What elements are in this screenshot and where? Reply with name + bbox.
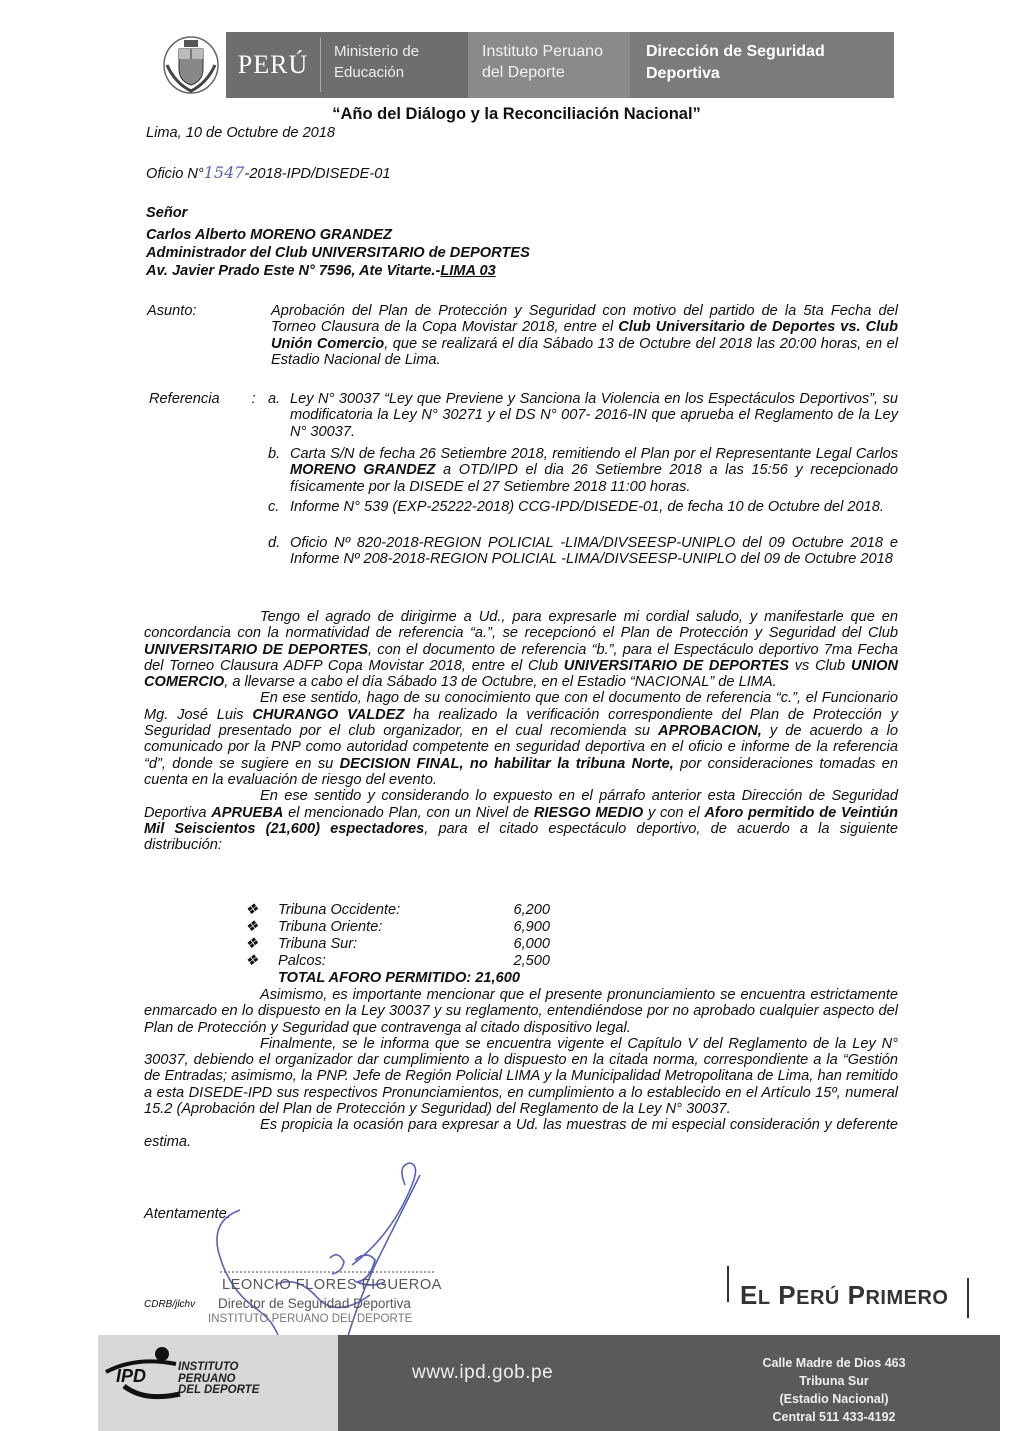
- referencia-item-b: [268, 446, 898, 495]
- p3-t4: , para el citado espectáculo deportivo, de acuerdo a la siguiente distribución:: [144, 820, 899, 854]
- ipd-name-line-1: INSTITUTO: [178, 1361, 239, 1373]
- header-divider: [320, 38, 321, 92]
- address-line-1: Calle Madre de Dios 463: [762, 1356, 906, 1370]
- footer-address: [734, 1354, 934, 1426]
- p1-b1: UNIVERSITARIO DE DEPORTES: [144, 641, 368, 658]
- slogan-cap-1: E: [740, 1280, 758, 1310]
- header-institute: [482, 41, 627, 83]
- oficio-number: [146, 165, 390, 183]
- paragraphs-closing: [144, 987, 898, 1150]
- directorate-line-2: Deportiva: [646, 65, 720, 82]
- p1-t4: , a llevarse a cabo el día Sábado 13 de Octubre, en el Estadio “NACIONAL” de LIMA.: [224, 674, 777, 691]
- p1-t2: , con el documento de referencia “b.”, para el Espectáculo deportivo 7ma Fecha del Torneo Clausura ADFP Copa Movistar 2018, entre el Club: [144, 641, 898, 674]
- p1-t1: Tengo el agrado de dirigirme a Ud., para expresarle mi cordial saludo, y manifestarle que en concordancia con la normatividad de referencia “a.”, se recepcionó el Plan de Protección y Seguridad del Club: [144, 609, 898, 642]
- recipient-position: Administrador del Club UNIVERSITARIO de DEPORTES: [146, 245, 530, 261]
- closing-salutation: Atentamente.: [144, 1206, 231, 1222]
- ref-b-bold: MORENO GRANDEZ: [290, 462, 436, 479]
- oficio-suffix: -2018-IPD/DISEDE-01: [244, 166, 391, 182]
- slogan-rest-2: ERÚ: [796, 1287, 840, 1309]
- p1-b2: UNIVERSITARIO DE DEPORTES: [563, 657, 789, 674]
- slogan-rest-1: L: [757, 1287, 771, 1309]
- distribution-total: [278, 970, 520, 987]
- letter-body: [144, 609, 898, 853]
- slogan-cap-2: P: [778, 1280, 797, 1310]
- diamond-bullet-icon: ❖: [245, 919, 259, 935]
- ref-letter-c: c.: [268, 499, 280, 515]
- ref-text-a: Ley N° 30037 “Ley que Previene y Sanciona la Violencia en los Espectáculos Deportivos”, su modificatoria la Ley N° 30271 y el DS N° 007- 2016-IN que aprueba el Reglamento de la Ley N° 30037.: [290, 391, 898, 440]
- date-line: Lima, 10 de Octubre de 2018: [146, 125, 336, 141]
- distribution-value: 6,000: [513, 936, 550, 952]
- recipient-address: [146, 263, 496, 280]
- ipd-name: [178, 1362, 259, 1397]
- oficio-handwritten-number: 1547: [203, 163, 245, 182]
- asunto-t2: , que se realizará el día Sábado 13 de Octubre del 2018 las 20:00 horas, en el Estadio Nacional de Lima.: [271, 335, 899, 368]
- referencia-item-a: [268, 391, 898, 440]
- paragraph-6: Es propicia la ocasión para expresar a Ud. las muestras de mi especial consideración y deferente estima.: [144, 1117, 898, 1150]
- address-line-3: (Estadio Nacional): [779, 1392, 889, 1406]
- paragraph-1: [144, 609, 898, 690]
- p2-b2: APROBACION,: [658, 723, 762, 740]
- paragraph-3: [144, 788, 898, 853]
- p3-b1: APRUEBA: [211, 804, 284, 821]
- distribution-label: Tribuna Oriente:: [278, 919, 383, 935]
- ref-letter-b: b.: [268, 446, 281, 462]
- header-directorate: [646, 41, 886, 85]
- ipd-logo-text: IPD: [116, 1366, 147, 1386]
- distribution-value: 2,500: [513, 953, 550, 969]
- ministry-line-2: Educación: [334, 64, 405, 81]
- asunto-t1: Aprobación del Plan de Protección y Seguridad con motivo del partido de la 5ta Fecha del Torneo Clausura de la Copa Movistar 2018, entre el: [271, 303, 898, 336]
- signatory-name: LEONCIO FLORES FIGUEROA: [222, 1277, 442, 1293]
- diamond-bullet-icon: ❖: [245, 902, 259, 918]
- diamond-bullet-icon: ❖: [245, 953, 259, 969]
- p3-b3: Aforo permitido de Veintiún Mil Seiscientos (21,600) espectadores: [144, 804, 899, 837]
- p3-t2: el mencionado Plan, con un Nivel de: [283, 804, 534, 821]
- ref-text-c: Informe N° 539 (EXP-25222-2018) CCG-IPD/DISEDE-01, de fecha 10 de Octubre del 2018.: [290, 499, 884, 515]
- distribution-total-label: TOTAL AFORO PERMITIDO:: [278, 970, 472, 986]
- distribution-total-value: 21,600: [475, 970, 520, 986]
- address-city: LIMA 03: [440, 263, 496, 279]
- referencia-label: [149, 391, 256, 408]
- paragraph-2: [144, 690, 898, 788]
- address-line-4: Central 511 433-4192: [772, 1410, 896, 1424]
- paragraph-5: Finalmente, se le informa que se encuentra vigente el Capítulo V del Reglamento de la Ley N° 30037, debiendo el organizador dar cumplimiento a lo dispuesto en la citada norma, correspondiente a la “Gestión de Entradas; asimismo, la PNP. Jefe de Región Policial LIMA y la Municipalidad Metropolitana de Lima, han remitido a esta DISEDE-IPD sus respectivos Pronunciamientos, en cumplimiento a lo establecido en el Artículo 15º, numeral 15.2 (Aprobación del Plan de Protección y Seguridad) del Reglamento de la Ley N° 30037.: [144, 1035, 898, 1118]
- referencia-item-d: [268, 535, 898, 568]
- header-peru-label: PERÚ: [237, 50, 309, 79]
- distribution-label: Tribuna Sur:: [278, 936, 358, 952]
- distribution-label: Palcos:: [278, 953, 326, 969]
- slogan-cap-3: P: [847, 1280, 866, 1310]
- referencia-item-c: [268, 499, 898, 515]
- distribution-value: 6,200: [513, 902, 550, 918]
- diamond-bullet-icon: ❖: [245, 936, 259, 952]
- paragraph-4: Asimismo, es importante mencionar que el presente pronunciamiento se encuentra estrictamente enmarcado en lo dispuesto en la Ley 30037 y su reglamento, entendiéndose por no aprobado cualquier aspecto del Plan de Protección y Seguridad que contravenga al citado dispositivo legal.: [144, 987, 898, 1036]
- ipd-name-line-2: PERUANO: [178, 1372, 236, 1385]
- institute-line-2: del Deporte: [482, 64, 565, 81]
- ref-letter-d: d.: [268, 535, 281, 551]
- asunto-clubs: Club Universitario de Deportes vs. Club Unión Comercio: [271, 319, 898, 352]
- recipient-name: Carlos Alberto MORENO GRANDEZ: [146, 227, 392, 243]
- p2-t1: En ese sentido, hago de su conocimiento que con el documento de referencia “c.”, el Funcionario Mg. José Luis: [144, 690, 898, 723]
- ref-b-t1: Carta S/N de fecha 26 Setiembre 2018, remitiendo el Plan por el Representante Legal Carlos: [290, 446, 898, 462]
- p3-t1: En ese sentido y considerando lo expuesto en el párrafo anterior esta Dirección de Seguridad Deportiva: [144, 788, 898, 821]
- reference-initials: CDRB/jlchv: [144, 1299, 196, 1310]
- oficio-prefix: Oficio N°: [146, 166, 204, 182]
- p2-t4: por consideraciones tomadas en cuenta en la evaluación de riesgo del evento.: [144, 755, 898, 788]
- peru-coat-of-arms-icon: [162, 35, 220, 97]
- header-ministry: [334, 41, 464, 83]
- asunto-text: [271, 303, 898, 368]
- address-main: Av. Javier Prado Este N° 7596, Ate Vitarte.-: [146, 263, 441, 279]
- recipient-salutation: Señor: [146, 205, 188, 221]
- p2-b3: DECISION FINAL, no habilitar la tribuna Norte,: [339, 755, 674, 772]
- signatory-title: Director de Seguridad Deportiva: [218, 1296, 411, 1311]
- ref-text-b: [290, 446, 898, 495]
- p1-t3: vs Club: [788, 657, 851, 674]
- p2-b1: CHURANGO VALDEZ: [252, 706, 405, 723]
- p1-b3: UNION COMERCIO: [144, 657, 898, 691]
- ministry-line-1: Ministerio de: [334, 43, 420, 60]
- ref-b-t2: a OTD/IPD el dia 26 Setiembre 2018 a las 15:56 y recepcionado físicamente por la DISEDE el 27 Setiembre 2018 11:00 horas.: [290, 462, 899, 495]
- footer-website-link[interactable]: www.ipd.gob.pe: [412, 1362, 554, 1383]
- directorate-line-1: Dirección de Seguridad: [646, 43, 825, 60]
- slogan-rest-3: RIMERO: [865, 1287, 949, 1309]
- ref-text-d: Oficio Nº 820-2018-REGION POLICIAL -LIMA/DIVSEESP-UNIPLO del 09 Octubre 2018 e Informe Nº 208-2018-REGION POLICIAL -LIMA/DIVSEESP-UNIPLO del 09 de Octubre 2018: [290, 535, 898, 568]
- p3-b2: RIESGO MEDIO: [533, 804, 644, 821]
- distribution-value: 6,900: [513, 919, 550, 935]
- signatory-institution: INSTITUTO PERUANO DEL DEPORTE: [208, 1313, 413, 1325]
- asunto-label: Asunto:: [147, 303, 197, 319]
- ipd-name-line-3: DEL DEPORTE: [178, 1384, 260, 1396]
- referencia-label-text: Referencia: [149, 391, 220, 407]
- slogan-el-peru-primero: [740, 1280, 948, 1311]
- p2-t3: y de acuerdo a lo comunicado por la PNP como autoridad competente en seguridad deportiva en el oficio e informe de la referencia “d”, donde se sugiere en su: [144, 723, 898, 772]
- distribution-label: Tribuna Occidente:: [278, 902, 401, 918]
- referencia-sep: :: [251, 391, 256, 407]
- p2-t2: ha realizado la verificación correspondiente del Plan de Protección y Seguridad presentado por el club organizador, en el cual recomienda su: [144, 706, 898, 740]
- p3-t3: y con el: [643, 804, 705, 821]
- institute-line-1: Instituto Peruano: [482, 43, 603, 60]
- ref-letter-a: a.: [268, 391, 281, 407]
- year-motto: “Año del Diálogo y la Reconciliación Nacional”: [332, 105, 701, 123]
- address-line-2: Tribuna Sur: [799, 1374, 869, 1388]
